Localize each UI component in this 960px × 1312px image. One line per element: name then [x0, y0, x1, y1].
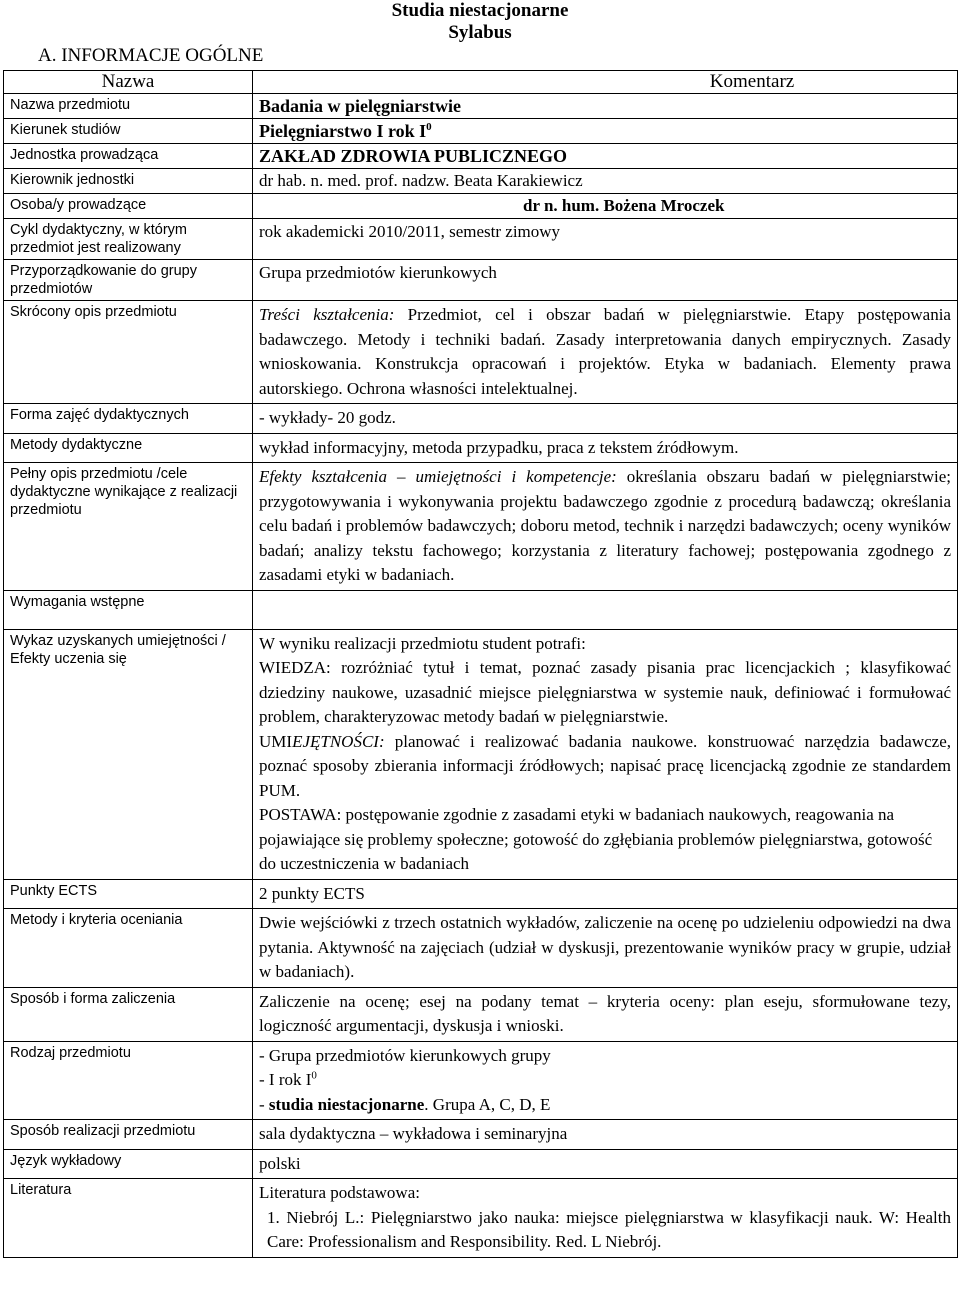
row-label: Punkty ECTS: [4, 879, 253, 909]
row-label: Język wykładowy: [4, 1149, 253, 1179]
short-description-text: Przedmiot, cel i obszar badań w pielęgniarstwie. Etapy postępowania badawczego. Metody i techniki badań. Zasady interpretowania danych empirycznych. Zasady wnioskowania. Konstrukcja opracowań i projektów. Etyka w badaniach. Elementy prawa autorskiego. Ochrona własności intelektualnej.: [259, 305, 951, 398]
learning-outcomes-value: [253, 629, 958, 879]
table-row: [4, 1149, 958, 1179]
lecturer-value: dr n. hum. Bożena Mroczek: [253, 194, 958, 219]
table-row: [4, 590, 958, 629]
outcomes-attitude: POSTAWA: postępowanie zgodnie z zasadami etyki w badaniach naukowych, reagowania na pojawiające się problemy społeczne; gotowość do zgłębiania problemów pielęgniarstwa, gotowość do uczestniczenia w badaniach: [259, 805, 933, 873]
outcomes-skills: [259, 730, 951, 804]
row-label: Metody dydaktyczne: [4, 433, 253, 463]
row-label: Kierunek studiów: [4, 119, 253, 144]
field-of-study-value: [253, 119, 958, 144]
row-label: Sposób i forma zaliczenia: [4, 987, 253, 1041]
column-header-name: Nazwa: [4, 71, 253, 94]
course-type-line2: [259, 1068, 951, 1093]
row-label: Sposób realizacji przedmiotu: [4, 1120, 253, 1150]
course-type-line3: [259, 1093, 951, 1118]
unit-value: ZAKŁAD ZDROWIA PUBLICZNEGO: [253, 144, 958, 169]
row-label: Jednostka prowadząca: [4, 144, 253, 169]
head-of-unit-value: dr hab. n. med. prof. nadzw. Beata Karakiewicz: [253, 169, 958, 194]
table-row: [4, 144, 958, 169]
full-description-value: [253, 463, 958, 591]
course-type-line3-bold: studia niestacjonarne: [268, 1094, 425, 1114]
row-label: Osoba/y prowadzące: [4, 194, 253, 219]
column-header-comment: Komentarz: [253, 71, 958, 94]
teaching-methods-value: wykład informacyjny, metoda przypadku, praca z tekstem źródłowym.: [253, 433, 958, 463]
row-label: Metody i kryteria oceniania: [4, 909, 253, 988]
table-row: [4, 1179, 958, 1258]
field-of-study-sup: 0: [426, 121, 432, 133]
row-label: Przyporządkowanie do grupy przedmiotów: [4, 260, 253, 301]
table-row: [4, 404, 958, 434]
course-name-value: Badania w pielęgniarstwie: [253, 94, 958, 119]
literature-value: [253, 1179, 958, 1258]
table-row: [4, 1120, 958, 1150]
prerequisites-value: [253, 590, 958, 629]
full-description-text: określania obszaru badań w pielęgniarstwie; przygotowywania i wykonywania projektu badawczego zgodnie z procedurą badawczą; określania celu badań i problemów badawczych; doboru metod, technik i narzędzi badawczych; oceny wyników badań; analizy tekstu fachowego; korzystania z literatury fachowej; postępowania zgodnego z zasadami etyki w badaniach.: [259, 467, 951, 584]
table-row: [4, 987, 958, 1041]
field-of-study-text: Pielęgniarstwo I rok I: [259, 121, 427, 141]
delivery-value: sala dydaktyczna – wykładowa i seminaryjna: [253, 1120, 958, 1150]
course-type-line1: - Grupa przedmiotów kierunkowych grupy: [259, 1045, 551, 1065]
language-value: polski: [253, 1149, 958, 1179]
table-row: [4, 433, 958, 463]
ects-value: 2 punkty ECTS: [253, 879, 958, 909]
row-label: Rodzaj przedmiotu: [4, 1041, 253, 1120]
course-type-line3-prefix: -: [259, 1094, 269, 1114]
row-label: Nazwa przedmiotu: [4, 94, 253, 119]
cycle-value: rok akademicki 2010/2011, semestr zimowy: [253, 219, 958, 260]
row-label: Cykl dydaktyczny, w którym przedmiot jest realizowany: [4, 219, 253, 260]
course-type-line3-rest: . Grupa A, C, D, E: [424, 1094, 551, 1114]
credit-form-value: Zaliczenie na ocenę; esej na podany temat – kryteria oceny: plan eseju, sformułowane tezy, logiczność argumentacji, dyskusja i wnioski.: [253, 987, 958, 1041]
row-label: Kierownik jednostki: [4, 169, 253, 194]
table-row: [4, 909, 958, 988]
syllabus-table: [3, 70, 958, 1258]
literature-item: 1. Niebrój L.: Pielęgniarstwo jako nauka: miejsce pielęgniarstwa w klasyfikacji nauk. W: Health Care: Professionalism and Responsibility. Red. L Niebrój.: [267, 1207, 951, 1251]
page-title: Studia niestacjonarne: [391, 0, 569, 21]
table-row: [4, 94, 958, 119]
table-row: [4, 119, 958, 144]
outcomes-skills-text: planować i realizować badania naukowe. konstruować narzędzia badawcze, poznać sposoby zbierania informacji źródłowych; napisać pracę licencjacką zgodnie ze standardem PUM.: [259, 731, 951, 800]
row-label: Wykaz uzyskanych umiejętności / Efekty uczenia się: [4, 629, 253, 879]
table-row: [4, 1041, 958, 1120]
literature-intro: Literatura podstawowa:: [259, 1183, 420, 1202]
table-row: [4, 629, 958, 879]
outcomes-intro: W wyniku realizacji przedmiotu student potrafi:: [259, 633, 586, 653]
table-row: [4, 301, 958, 404]
short-description-value: [253, 301, 958, 404]
short-description-lead: Treści kształcenia:: [259, 305, 395, 324]
outcomes-skills-lead: UMI: [259, 731, 293, 751]
group-value: Grupa przedmiotów kierunkowych: [253, 260, 958, 301]
assessment-value: Dwie wejściówki z trzech ostatnich wykładów, zaliczenie na ocenę po udzieleniu odpowiedzi na dwa pytania. Aktywność na zajęciach (udział w dyskusji, prezentowanie wyników pracy w grupie, udział w badaniach).: [253, 909, 958, 988]
table-header-row: [4, 71, 958, 94]
table-row: [4, 219, 958, 260]
class-form-value: - wykłady- 20 godz.: [253, 404, 958, 434]
table-row: [4, 260, 958, 301]
full-description-lead: Efekty kształcenia – umiejętności i kompetencje:: [259, 467, 617, 486]
table-row: [4, 879, 958, 909]
table-row: [4, 463, 958, 591]
outcomes-skills-italic: EJĘTNOŚCI:: [292, 731, 385, 751]
row-label: Forma zajęć dydaktycznych: [4, 404, 253, 434]
row-label: Pełny opis przedmiotu /cele dydaktyczne wynikające z realizacji przedmiotu: [4, 463, 253, 591]
course-type-value: [253, 1041, 958, 1120]
row-label: Skrócony opis przedmiotu: [4, 301, 253, 404]
outcomes-knowledge: WIEDZA: rozróżniać tytuł i temat, poznać zasady pisania prac licencjackich ; klasyfikować dziedziny naukowe, uzasadnić miejsce pielęgniarstwa w systemie nauk, definiować i formułować problem, charakteryzowac metody badań w pielęgniarstwie.: [259, 658, 951, 726]
page-subtitle: Sylabus: [448, 22, 512, 43]
row-label: Literatura: [4, 1179, 253, 1258]
row-label: Wymagania wstępne: [4, 590, 253, 629]
table-row: [4, 194, 958, 219]
section-heading: A. INFORMACJE OGÓLNE: [38, 45, 264, 66]
table-row: [4, 169, 958, 194]
course-type-line2-text: - I rok I: [259, 1070, 312, 1089]
course-type-line2-sup: 0: [311, 1069, 317, 1082]
